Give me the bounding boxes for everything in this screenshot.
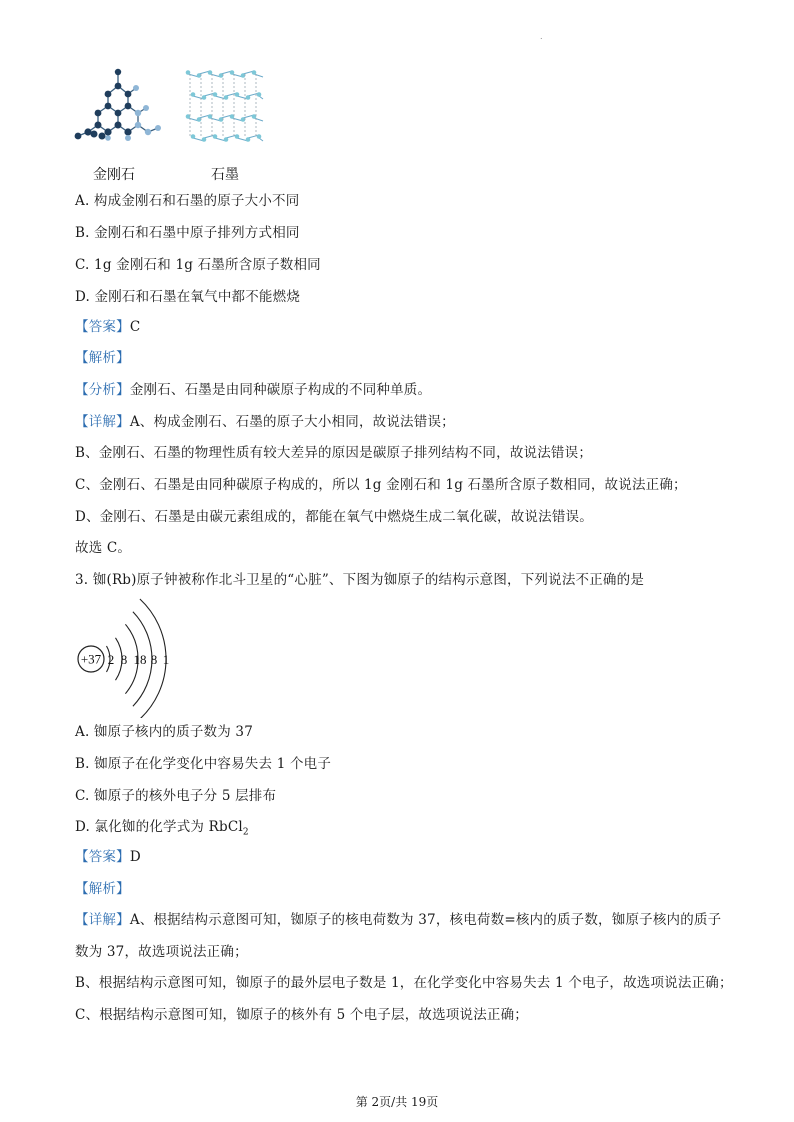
q2-detail-d: D、金刚石、石墨是由碳元素组成的，都能在氧气中燃烧生成二氧化碳，故说法错误。 bbox=[75, 509, 593, 525]
q3-detail-c: C、根据结构示意图可知，铷原子的核外有 5 个电子层，故选项说法正确； bbox=[75, 1007, 528, 1023]
graphite-layer bbox=[191, 134, 263, 142]
q2-option-b: B. 金刚石和石墨中原子排列方式相同 bbox=[75, 225, 300, 241]
graphite-layer bbox=[186, 114, 263, 122]
page-footer: 第 2页/共 19页 bbox=[355, 1095, 439, 1109]
q2-detail-b: B、金刚石、石墨的物理性质有较大差异的原因是碳原子排列结构不同，故说法错误； bbox=[75, 445, 593, 461]
graphite-layer bbox=[186, 70, 263, 78]
answer-tag: 【答案】 bbox=[75, 319, 130, 335]
page-mark: . bbox=[540, 32, 543, 41]
detail-tag: 【详解】 bbox=[75, 414, 130, 430]
analysis-tag: 【解析】 bbox=[75, 881, 130, 897]
shell-electron-count: 18 bbox=[133, 652, 147, 667]
q2-analysis-heading bbox=[75, 349, 130, 367]
answer-value: D bbox=[129, 849, 141, 865]
option-d-text: D. 氯化铷的化学式为 RbCl bbox=[75, 819, 243, 835]
q2-detail-c: C、金刚石、石墨是由同种碳原子构成的，所以 1g 金刚石和 1g 石墨所含原子数相同，故说法正确； bbox=[75, 477, 687, 493]
q2-conclusion: 故选 C。 bbox=[75, 540, 132, 556]
shell-electron-count: 8 bbox=[150, 652, 158, 667]
shell-electron-count: 8 bbox=[120, 652, 128, 667]
nucleus-charge: +37 bbox=[80, 651, 102, 667]
q3-option-d bbox=[75, 818, 249, 842]
fenxi-text: 金刚石、石墨是由同种碳原子构成的不同种单质。 bbox=[129, 382, 432, 398]
diamond-label: 金刚石 bbox=[93, 167, 135, 183]
analysis-tag: 【解析】 bbox=[75, 350, 130, 366]
q2-detail-a bbox=[75, 413, 455, 431]
q2-option-c: C. 1g 金刚石和 1g 石墨所含原子数相同 bbox=[75, 257, 321, 273]
q3-detail-b: B、根据结构示意图可知，铷原子的最外层电子数是 1，在化学变化中容易失去 1 个电子，故选项说法正确； bbox=[75, 975, 733, 991]
q3-detail-a-cont: 数为 37，故选项说法正确； bbox=[75, 944, 248, 960]
graphite-label: 石墨 bbox=[211, 167, 239, 183]
detail-a-text: A、根据结构示意图可知，铷原子的核电荷数为 37，核电荷数=核内的质子数，铷原子核内的质子 bbox=[129, 912, 722, 928]
shell-electron-count: 1 bbox=[162, 652, 170, 667]
graphite-layer bbox=[191, 92, 263, 100]
q2-answer bbox=[75, 318, 140, 336]
q2-fenxi bbox=[75, 381, 431, 399]
detail-a-text: A、构成金刚石、石墨的原子大小相同，故说法错误； bbox=[129, 414, 455, 430]
graphite-structure-image bbox=[184, 66, 266, 144]
q3-analysis-heading bbox=[75, 880, 130, 898]
q3-option-b: B. 铷原子在化学变化中容易失去 1 个电子 bbox=[75, 756, 332, 772]
diamond-structure-image bbox=[74, 66, 166, 144]
option-d-subscript: 2 bbox=[242, 827, 249, 838]
answer-value: C bbox=[129, 319, 141, 335]
rubidium-atom-structure-diagram bbox=[74, 596, 186, 718]
q2-option-d: D. 金刚石和石墨在氧气中都不能燃烧 bbox=[75, 289, 301, 305]
q3-detail-a bbox=[75, 911, 721, 929]
q3-option-a: A. 铷原子核内的质子数为 37 bbox=[75, 724, 254, 740]
q3-stem: 3. 铷(Rb)原子钟被称作北斗卫星的“心脏”、下图为铷原子的结构示意图，下列说法不正确的是 bbox=[75, 572, 645, 588]
fenxi-tag: 【分析】 bbox=[75, 382, 130, 398]
q3-answer bbox=[75, 848, 141, 866]
detail-tag: 【详解】 bbox=[75, 912, 130, 928]
shell-electron-count: 2 bbox=[107, 652, 115, 667]
answer-tag: 【答案】 bbox=[75, 849, 130, 865]
q3-option-c: C. 铷原子的核外电子分 5 层排布 bbox=[75, 788, 277, 804]
q2-option-a: A. 构成金刚石和石墨的原子大小不同 bbox=[75, 193, 300, 209]
